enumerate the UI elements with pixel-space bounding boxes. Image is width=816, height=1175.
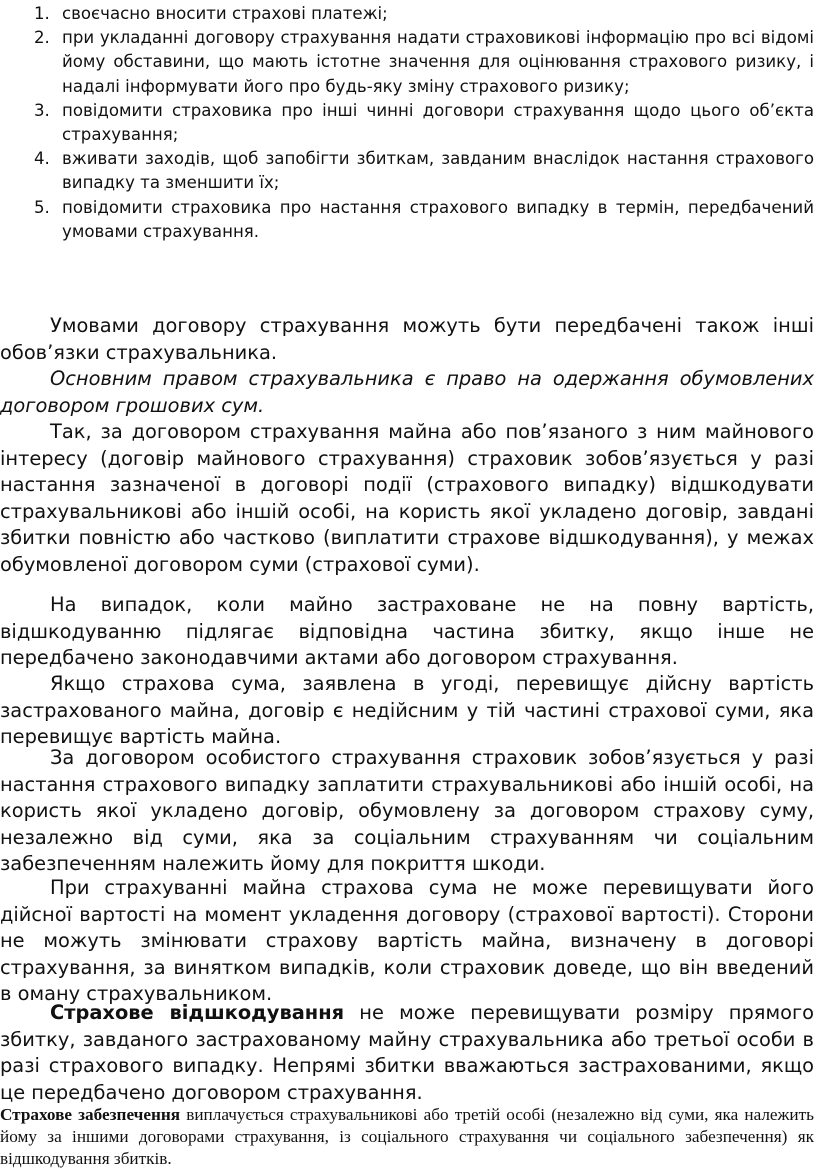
paragraph-personal-insurance: За договором особистого страхування страховик зобов’язується у разі настання страхового випадку заплатити страхувальникові або іншій особі, на користь якої укладено договір, обумовлену за договором страхову суму, незалежно від суми, яка за соціальним страхуванням чи соціальним забезпеченням належить йому для покриття шкоди. xyxy=(0,746,814,876)
paragraph-insurance-payment xyxy=(0,1104,814,1171)
list-item-text: своєчасно вносити страхові платежі; xyxy=(62,4,388,23)
paragraph-text: не може перевищувати розміру прямого збитку, завданого застрахованому майну страхувальника або третьої особи в разі страхового випадку. Непрямі збитки вважаються застрахованими, якщо це передбачено договором страхування. xyxy=(0,1001,814,1104)
list-item-number: 2. xyxy=(34,28,50,48)
term-insurance-payment: Страхове забезпечення xyxy=(0,1105,181,1124)
list-item-number: 3. xyxy=(34,100,50,120)
paragraph-text: виплачується страхувальникові або третій особі (незалежно від суми, яка належить йому за іншими договорами страхування, із соціального страхування чи соціального забезпечення) як відшкодування збитків. xyxy=(0,1105,814,1169)
list-item-text: повідомити страховика про настання страхового випадку в термін, передбачений умовами страхування. xyxy=(62,197,814,241)
list-item xyxy=(0,196,816,244)
paragraph-main-right: Основним правом страхувальника є право на одержання обумовлених договором грошових сум. xyxy=(0,367,814,417)
paragraph-partial-value: На випадок, коли майно застраховане не на повну вартість, відшкодуванню підлягає відповідна частина збитку, якщо інше не передбачено законодавчими актами або договором страхування. xyxy=(0,593,814,670)
paragraph-property-insurance: Так, за договором страхування майна або пов’язаного з ним майнового інтересу (договір майнового страхування) страховик зобов’язується у разі настання зазначеної в договорі події (страхового випадку) відшкодувати страхувальникові або іншій особі, на користь якої укладено договір, завдані збитки повністю або частково (виплатити страхове відшкодування), у межах обумовленої договором суми (страхової суми). xyxy=(0,420,814,576)
list-item xyxy=(0,99,816,147)
list-item xyxy=(0,2,816,26)
list-item-text: вживати заходів, щоб запобігти збиткам, завданим внаслідок настання страхового випадку та зменшити їх; xyxy=(62,149,814,193)
list-item xyxy=(0,26,816,99)
paragraph-insured-sum-limit: При страхуванні майна страхова сума не може перевищувати його дійсної вартості на момент укладення договору (страхової вартості). Сторони не можуть змінювати страхову вартість майна, визначену в договорі страхування, за винятком випадків, коли страховик доведе, що він введений в оману страхувальником. xyxy=(0,876,814,1006)
paragraph-other-obligations: Умовами договору страхування можуть бути передбачені також інші обов’язки страхувальника. xyxy=(0,314,814,364)
list-item-number: 1. xyxy=(34,4,50,23)
list-item xyxy=(0,147,816,195)
obligations-list xyxy=(0,2,816,244)
paragraph-insurance-compensation xyxy=(0,1000,814,1106)
term-insurance-compensation: Страхове відшкодування xyxy=(50,1001,345,1024)
list-item-text: при укладанні договору страхування надати страховикові інформацію про всі відомі йому обставини, що мають істотне значення для оцінювання страхового ризику, і надалі інформувати його про будь-яку зміну страхового ризику; xyxy=(62,28,814,96)
list-item-text: повідомити страховика про інші чинні договори страхування щодо цього об’єкта страхування; xyxy=(62,100,814,145)
paragraph-excess-sum: Якщо страхова сума, заявлена в угоді, перевищує дійсну вартість застрахованого майна, договір є недійсним у тій частині страхової суми, яка перевищує вартість майна. xyxy=(0,672,814,749)
list-item-number: 5. xyxy=(34,197,50,217)
list-item-number: 4. xyxy=(34,149,50,169)
